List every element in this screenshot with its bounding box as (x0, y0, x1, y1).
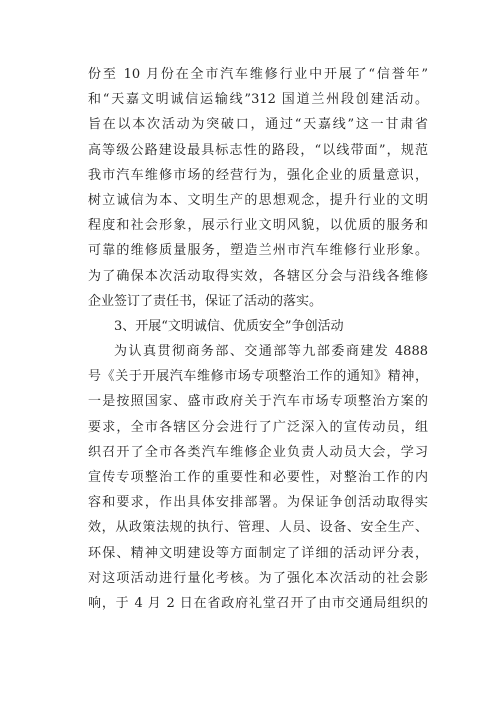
text-line: 要求，全市各辖区分会进行了广泛深入的宣传动员，组 (88, 419, 428, 435)
text-line: 高等级公路建设最具标志性的路段，“以线带面”，规范 (88, 142, 428, 158)
section-heading: 3、开展“文明诚信、优质安全”争创活动 (114, 318, 344, 334)
text-line: 一是按照国家、盛市政府关于汽车市场专项整治方案的 (88, 394, 428, 410)
text-line: 份至 10 月份在全市汽车维修行业中开展了“信誉年” (88, 67, 428, 82)
text-line: 容和要求，作出具体安排部署。为保证争创活动取得实 (88, 495, 428, 511)
paragraph-first-line: 为认真贯彻商务部、交通部等九部委商建发 4888 (114, 344, 428, 360)
text-line: 树立诚信为本、文明生产的思想观念，提升行业的文明 (88, 192, 428, 208)
text-line: 效，从政策法规的执行、管理、人员、设备、安全生产、 (88, 520, 428, 536)
text-line: 宣传专项整治工作的重要性和必要性，对整治工作的内 (88, 470, 428, 485)
text-line: 环保、精神文明建设等方面制定了详细的活动评分表， (88, 545, 428, 561)
text-line: 旨在以本次活动为突破口，通过“天嘉线”这一甘肃省 (88, 117, 428, 133)
text-line: 织召开了全市各类汽车维修企业负责人动员大会，学习 (88, 444, 428, 460)
text-line: 响，于 4 月 2 日在省政府礼堂召开了由市交通局组织的 (88, 595, 428, 611)
body-text (88, 62, 428, 616)
text-line: 对这项活动进行量化考核。为了强化本次活动的社会影 (88, 570, 428, 586)
text-line: 和“天嘉文明诚信运输线”312 国道兰州段创建活动。 (88, 92, 428, 108)
text-line: 可靠的维修质量服务，塑造兰州市汽车维修行业形象。 (88, 243, 428, 259)
text-line: 程度和社会形象，展示行业文明风貌，以优质的服务和 (88, 218, 428, 234)
text-line: 为了确保本次活动取得实效，各辖区分会与沿线各维修 (88, 268, 428, 284)
paragraph-last-line: 企业签订了责任书，保证了活动的落实。 (88, 293, 323, 309)
text-line: 号《关于开展汽车维修市场专项整治工作的通知》精神， (88, 369, 428, 385)
text-line: 我市汽车维修市场的经营行为，强化企业的质量意识， (88, 167, 428, 183)
